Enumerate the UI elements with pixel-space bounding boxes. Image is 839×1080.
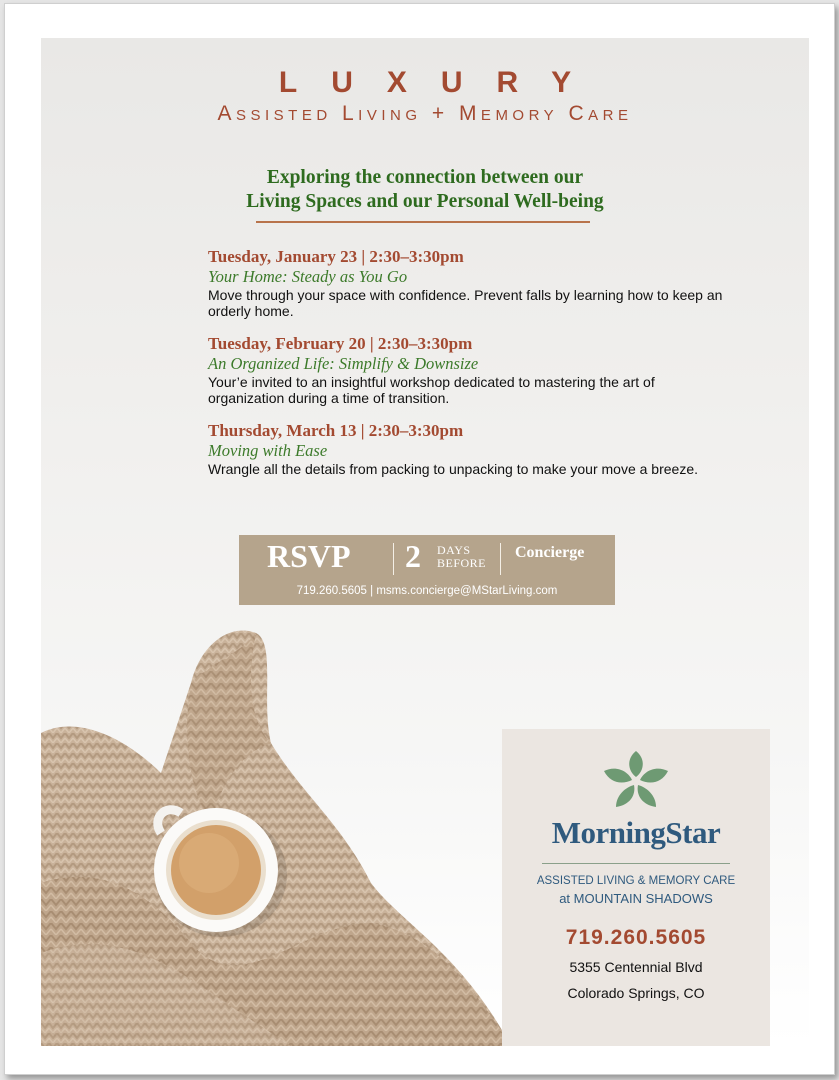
event-title: Moving with Ease — [208, 441, 328, 460]
flyer-content — [41, 38, 809, 1046]
event-date: Tuesday, January 23 | 2:30–3:30pm — [208, 247, 464, 266]
rsvp-days-text — [437, 544, 486, 570]
contact-phone[interactable]: 719.260.5605 — [565, 926, 707, 949]
event-description: Your’e invited to an insightful workshop dedicated to mastering the art of organization during a time of transition. — [208, 374, 655, 406]
address-line-2: Colorado Springs, CO — [567, 985, 705, 1001]
event-description: Move through your space with confidence. Prevent falls by learning how to keep an orderly home. — [208, 287, 723, 319]
logo-divider — [542, 863, 730, 864]
headline-divider — [256, 221, 590, 223]
address-line-1: 5355 Centennial Blvd — [569, 959, 703, 975]
logo-tagline-2: at MOUNTAIN SHADOWS — [559, 891, 713, 906]
rsvp-days-number: 2 — [405, 538, 421, 574]
headline-line-1: Exploring the connection between our — [266, 167, 584, 188]
rsvp-contact[interactable]: 719.260.5605 | msms.concierge@MStarLiving.com — [296, 585, 558, 597]
rsvp-label: RSVP — [267, 538, 351, 574]
morningstar-logo-card — [502, 729, 770, 1046]
event-title: An Organized Life: Simplify & Downsize — [208, 354, 479, 373]
rsvp-divider — [393, 543, 394, 575]
headline — [41, 166, 809, 214]
event-item — [208, 246, 728, 319]
event-item — [208, 333, 728, 406]
flyer-page — [4, 3, 835, 1075]
event-description: Wrangle all the details from packing to unpacking to make your move a breeze. — [208, 461, 698, 477]
event-list — [208, 246, 728, 491]
event-date: Thursday, March 13 | 2:30–3:30pm — [208, 421, 464, 440]
rsvp-banner — [239, 535, 615, 605]
logo-name: MorningStar — [551, 815, 721, 850]
headline-line-2: Living Spaces and our Personal Well-being — [246, 191, 604, 212]
logo-tagline-1: ASSISTED LIVING & MEMORY CARE — [536, 875, 736, 887]
star-flower-logo-icon — [602, 749, 670, 811]
knit-sweater-image — [41, 623, 511, 1046]
event-date: Tuesday, February 20 | 2:30–3:30pm — [208, 334, 473, 353]
rsvp-concierge: Concierge — [515, 544, 585, 561]
event-title: Your Home: Steady as You Go — [208, 267, 408, 286]
event-item — [208, 420, 728, 477]
rsvp-divider — [500, 543, 501, 575]
subtitle: Assisted Living + Memory Care — [217, 102, 633, 125]
title-luxury: LUXURY — [278, 66, 606, 99]
rsvp-days-line-2: BEFORE — [437, 556, 487, 570]
rsvp-days-line-1: DAYS — [437, 543, 471, 557]
